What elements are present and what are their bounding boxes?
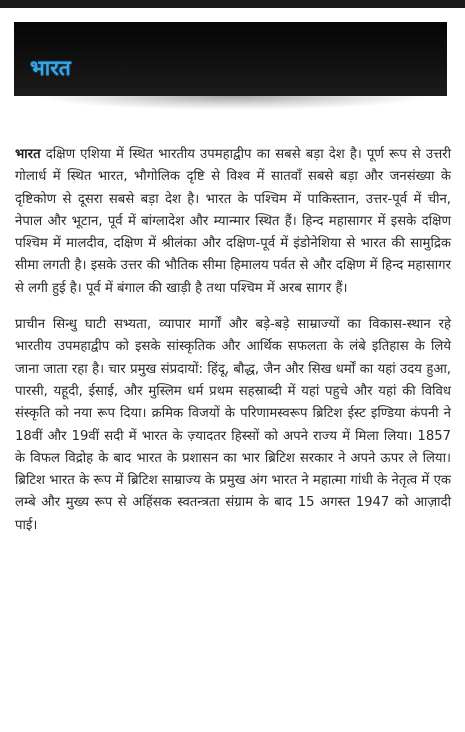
top-bar <box>0 0 465 8</box>
header-shadow <box>40 96 425 110</box>
paragraph-history: प्राचीन सिन्धु घाटी सभ्यता, व्यापार मार्गों और बड़े-बड़े साम्राज्यों का विकास-स्थान रहे भारतीय उपमहाद्वीप को इसके सांस्कृतिक और आर्थिक सफलता के लंबे इतिहास के लिये जाना जाता रहा है। चार प्रमुख संप्रदायों: हिंदू, बौद्ध, जैन और सिख धर्मों का यहां उदय हुआ, पारसी, यहूदी, ईसाई, और मुस्लिम धर्म प्रथम सहस्राब्दी में यहां पहुचे और यहां की विविध संस्कृति को नया रूप दिया। क्रमिक विजयों के परिणामस्वरूप ब्रिटिश ईस्ट इण्डिया कंपनी ने 18वीं और 19वीं सदी में भारत के ज़्यादतर हिस्सों को अपने राज्य में मिला लिया। 1857 के विफल विद्रोह के बाद भारत के प्रशासन का भार ब्रिटिश सरकार ने अपने ऊपर ले लिया। ब्रिटिश भारत के रूप में ब्रिटिश साम्राज्य के प्रमुख अंग भारत ने महात्मा गांधी के नेतृत्व में एक लम्बे और मुख्य रूप से अहिंसक स्वतन्त्रता संग्राम के बाद 15 अगस्त 1947 को आज़ादी पाई। <box>15 317 451 533</box>
paragraph-intro <box>15 144 451 300</box>
page-header <box>14 22 447 96</box>
lead-term: भारत <box>15 147 41 162</box>
paragraph-intro-text: दक्षिण एशिया में स्थित भारतीय उपमहाद्वीप का सबसे बड़ा देश है। पूर्ण रूप से उत्तरी गोलार्ध में स्थित भारत, भौगोलिक दृष्टि से विश्व में सातवाँ सबसे बड़ा और जनसंख्या के दृष्टिकोण से दूसरा सबसे बड़ा देश है। भारत के पश्चिम में पाकिस्तान, उत्तर-पूर्व में चीन, नेपाल और भूटान, पूर्व में बांग्लादेश और म्यान्मार स्थित हैं। हिन्द महासागर में इसके दक्षिण पश्चिम में मालदीव, दक्षिण में श्रीलंका और दक्षिण-पूर्व में इंडोनेशिया से भारत की सामुद्रिक सीमा लगती है। इसके उत्तर की भौतिक सीमा हिमालय पर्वत से और दक्षिण में हिन्द महासागर से लगी हुई है। पूर्व में बंगाल की खाड़ी है तथा पश्चिम में अरब सागर हैं। <box>15 147 451 296</box>
page-title: भारत <box>30 56 71 80</box>
article-body <box>15 144 451 551</box>
